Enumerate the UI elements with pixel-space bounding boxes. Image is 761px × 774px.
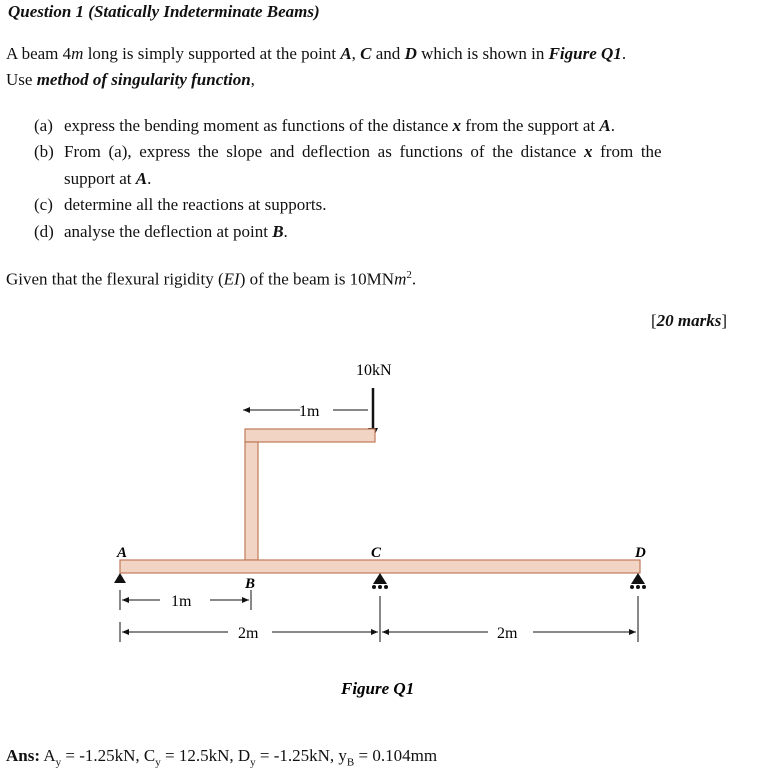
marks-close: ] <box>721 311 728 330</box>
given-ei: EI <box>223 269 240 289</box>
part-a-label: (a) <box>34 116 53 135</box>
answer-prefix: Ans: <box>6 746 41 765</box>
answer-ay-value: = -1.25kN, <box>61 746 144 765</box>
use-method: method of singularity function <box>36 70 251 89</box>
part-d-text-1: analyse the deflection at point <box>64 222 273 241</box>
intro-text-2: long is simply supported at the point <box>83 44 341 63</box>
part-d-end: . <box>283 222 288 241</box>
answer-dy-value: = -1.25kN, <box>255 746 339 765</box>
part-a-text-2: from the support at <box>461 116 600 135</box>
part-b-text-2: from the <box>592 142 662 161</box>
part-b-end: . <box>147 169 152 188</box>
answer-line <box>6 744 437 774</box>
part-b-label: (b) <box>34 142 54 161</box>
given-text-1: Given that the flexural rigidity ( <box>6 269 224 289</box>
intro-dot: . <box>621 44 627 63</box>
use-text-2: , <box>250 70 255 89</box>
part-c-label: (c) <box>34 195 53 214</box>
intro-point-a: A <box>340 44 352 63</box>
dim-ab-label: 1m <box>171 593 192 610</box>
answer-yb-sub: B <box>346 756 355 769</box>
part-a-x: x <box>452 116 462 135</box>
intro-text-3: which is shown in <box>416 44 549 63</box>
dim-top-label: 1m <box>299 403 320 420</box>
answer-yb-value: = 0.104mm <box>354 746 438 765</box>
label-point-c: C <box>371 545 382 561</box>
part-a-point-a: A <box>599 116 611 135</box>
load-label: 10kN <box>356 362 392 379</box>
support-a-icon <box>114 573 126 583</box>
answer-cy-value: = 12.5kN, <box>160 746 238 765</box>
intro-point-d: D <box>404 44 417 63</box>
question-title: Question 1 (Statically Indeterminate Beams) <box>8 2 320 21</box>
answer-dy-symbol: D <box>237 746 251 765</box>
answer-yb-symbol: y <box>338 746 347 765</box>
label-point-a: A <box>117 545 128 561</box>
part-b-text-1: From (a), express the slope and deflection as functions of the distance <box>64 142 584 161</box>
answer-cy-symbol: C <box>143 746 156 765</box>
intro-text-1: A beam 4 <box>6 44 72 63</box>
part-b-point-a: A <box>135 169 148 188</box>
part-b-x: x <box>583 142 593 161</box>
intro-comma: , <box>351 44 361 63</box>
label-point-d: D <box>635 545 646 561</box>
support-d-icon <box>630 573 646 589</box>
bracket-arm <box>245 429 375 442</box>
part-c-text: determine all the reactions at supports. <box>64 195 327 214</box>
part-a-text-1: express the bending moment as functions of the distance <box>64 116 453 135</box>
bracket-post <box>245 442 258 560</box>
intro-and: and <box>371 44 405 63</box>
intro-unit-m: m <box>71 44 84 63</box>
marks-value: 20 marks <box>656 311 722 330</box>
given-text-2: ) of the beam is 10MN <box>239 269 395 289</box>
given-end: . <box>411 269 417 289</box>
intro-point-c: C <box>360 44 372 63</box>
dim-cd-label: 2m <box>497 625 518 642</box>
main-beam <box>120 560 640 573</box>
given-superscript: 2 <box>406 269 412 281</box>
label-point-b: B <box>245 576 256 592</box>
part-b-line2-text: support at <box>64 169 136 188</box>
answer-ay-sub: y <box>55 756 62 769</box>
support-c-icon <box>372 573 388 589</box>
use-text-1: Use <box>6 70 37 89</box>
part-a-end: . <box>610 116 615 135</box>
dim-ac-label: 2m <box>238 625 259 642</box>
given-unit-m: m <box>394 269 407 289</box>
answer-dy-sub: y <box>250 756 256 769</box>
part-d-point-b: B <box>272 222 284 241</box>
answer-ay-symbol: A <box>43 746 56 765</box>
figure-caption: Figure Q1 <box>341 679 415 698</box>
part-d-label: (d) <box>34 222 54 241</box>
answer-cy-sub: y <box>155 756 161 769</box>
intro-figure-ref: Figure Q1 <box>548 44 622 63</box>
marks-open: [ <box>651 311 657 330</box>
